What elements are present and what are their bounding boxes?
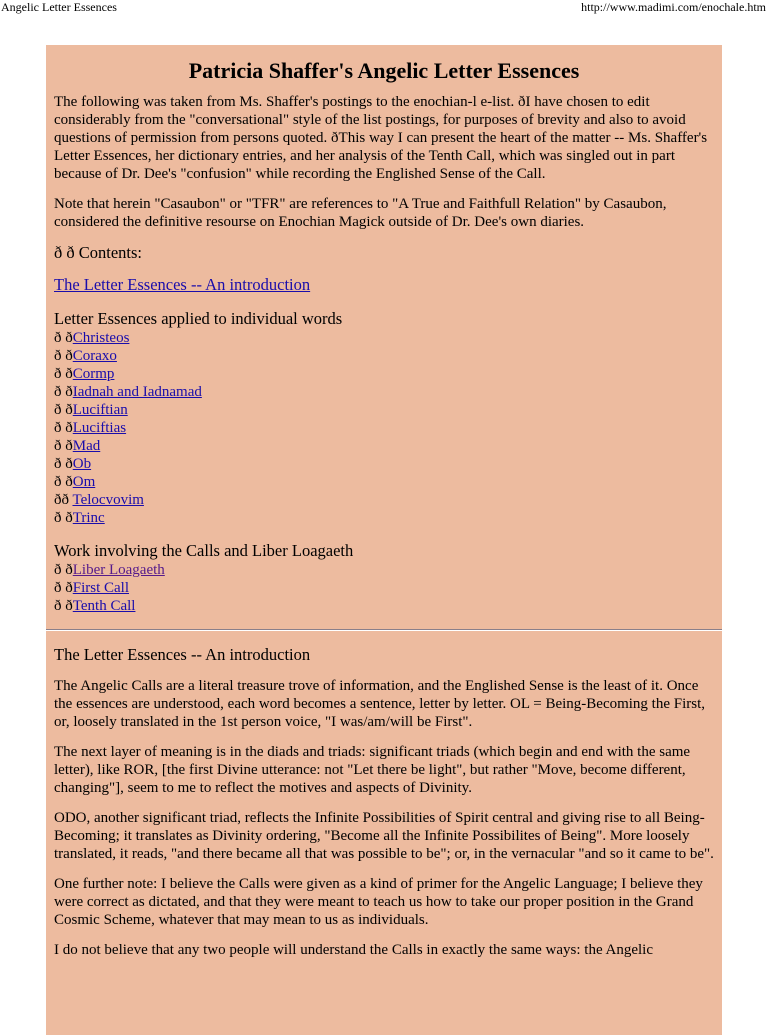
- bullet-prefix: ð ð: [54, 562, 73, 578]
- bullet-prefix: ð ð: [54, 330, 73, 346]
- contents-link[interactable]: Liber Loagaeth: [72, 562, 165, 578]
- print-header-title: Angelic Letter Essences: [1, 0, 117, 14]
- bullet-prefix: ð ð: [54, 438, 73, 454]
- list-item: [54, 561, 714, 579]
- list-item: [54, 437, 714, 455]
- contents-link[interactable]: Cormp: [72, 366, 115, 382]
- body-paragraph: I do not believe that any two people will understand the Calls in exactly the same ways: the Angelic: [54, 942, 654, 958]
- bullet-prefix: ð ð: [54, 402, 73, 418]
- calls-heading: Work involving the Calls and Liber Loagaeth: [54, 541, 354, 560]
- body-paragraph: The Angelic Calls are a literal treasure trove of information, and the Englished Sense is the least of it. Once the essences are understood, each word becomes a sentence, letter by letter. OL = Being-Becoming the First, or, loosely translated in the 1st person voice, "I was/am/will be First".: [54, 678, 706, 730]
- list-item: [54, 365, 714, 383]
- list-item: [54, 579, 714, 597]
- list-item: [54, 419, 714, 437]
- contents-link[interactable]: Om: [72, 474, 96, 490]
- contents-link[interactable]: Luciftias: [72, 420, 127, 436]
- bullet-prefix: ðð: [54, 492, 73, 508]
- bullet-prefix: ð ð: [54, 510, 73, 526]
- contents-label: ð ð Contents:: [54, 243, 143, 262]
- document-body: [46, 45, 722, 1035]
- words-list: [54, 329, 714, 527]
- contents-link[interactable]: Trinc: [72, 510, 105, 526]
- list-item: [54, 509, 714, 527]
- intro-section-heading: The Letter Essences -- An introduction: [54, 645, 311, 664]
- list-item: [54, 491, 714, 509]
- contents-link[interactable]: Ob: [72, 456, 92, 472]
- bullet-prefix: ð ð: [54, 598, 73, 614]
- bullet-prefix: ð ð: [54, 474, 73, 490]
- contents-link[interactable]: Mad: [72, 438, 101, 454]
- list-item: [54, 473, 714, 491]
- body-paragraph: One further note: I believe the Calls were given as a kind of primer for the Angelic Language; I believe they were correct as dictated, and that they were meant to teach us how to take our proper position in the Grand Cosmic Scheme, whatever that may mean to us as individuals.: [54, 876, 703, 928]
- contents-link[interactable]: Christeos: [72, 330, 130, 346]
- print-header: [0, 0, 768, 16]
- bullet-prefix: ð ð: [54, 456, 73, 472]
- list-item: [54, 455, 714, 473]
- intro-paragraph-1: The following was taken from Ms. Shaffer's postings to the enochian-l e-list. ðI have chosen to edit considerably from the "conversational" style of the list postings, for purposes of brevity and also to avoid questions of permission from persons quoted. ðThis way I can present the heart of the matter -- Ms. Shaffer's Letter Essences, her dictionary entries, and her analysis of the Tenth Call, which was singled out in part because of Dr. Dee's "confusion" while recording the Englished Sense of the Call.: [54, 94, 708, 182]
- intro-link-wrap: [54, 275, 714, 295]
- body-paragraph: ODO, another significant triad, reflects the Infinite Possibilities of Spirit central and giving rise to all Being-Becoming; it translates as Divinity ordering, "Become all the Infinite Possibilites of Being". More loosely translated, it reads, "and there became all that was possible to be"; or, in the vernacular "and so it came to be".: [54, 810, 714, 862]
- list-item: [54, 401, 714, 419]
- page-title: Patricia Shaffer's Angelic Letter Essences: [188, 58, 580, 83]
- calls-list: [54, 561, 714, 615]
- contents-link[interactable]: Tenth Call: [72, 598, 136, 614]
- contents-link[interactable]: First Call: [72, 580, 130, 596]
- list-item: [54, 347, 714, 365]
- intro-link[interactable]: The Letter Essences -- An introduction: [54, 275, 311, 294]
- contents-link[interactable]: Coraxo: [72, 348, 117, 364]
- bullet-prefix: ð ð: [54, 384, 73, 400]
- bullet-prefix: ð ð: [54, 420, 73, 436]
- print-header-url: http://www.madimi.com/enochale.htm: [581, 0, 766, 14]
- list-item: [54, 597, 714, 615]
- list-item: [54, 383, 714, 401]
- bullet-prefix: ð ð: [54, 348, 73, 364]
- body-paragraph: The next layer of meaning is in the diads and triads: significant triads (which begin and end with the same letter), like ROR, [the first Divine utterance: not "Let there be light", but rather "Move, become different, changing"], seem to me to reflect the motives and aspects of Divinity.: [54, 744, 691, 796]
- words-heading: Letter Essences applied to individual words: [54, 309, 343, 328]
- intro-section-body: [54, 677, 714, 959]
- bullet-prefix: ð ð: [54, 580, 73, 596]
- bullet-prefix: ð ð: [54, 366, 73, 382]
- contents-link[interactable]: Iadnah and Iadnamad: [72, 384, 202, 400]
- contents-link[interactable]: Telocvovim: [72, 492, 144, 508]
- contents-link[interactable]: Luciftian: [72, 402, 128, 418]
- list-item: [54, 329, 714, 347]
- intro-paragraph-2: Note that herein "Casaubon" or "TFR" are references to "A True and Faithfull Relation" by Casaubon, considered the definitive resourse on Enochian Magick outside of Dr. Dee's own diaries.: [54, 196, 667, 230]
- divider: [46, 629, 722, 631]
